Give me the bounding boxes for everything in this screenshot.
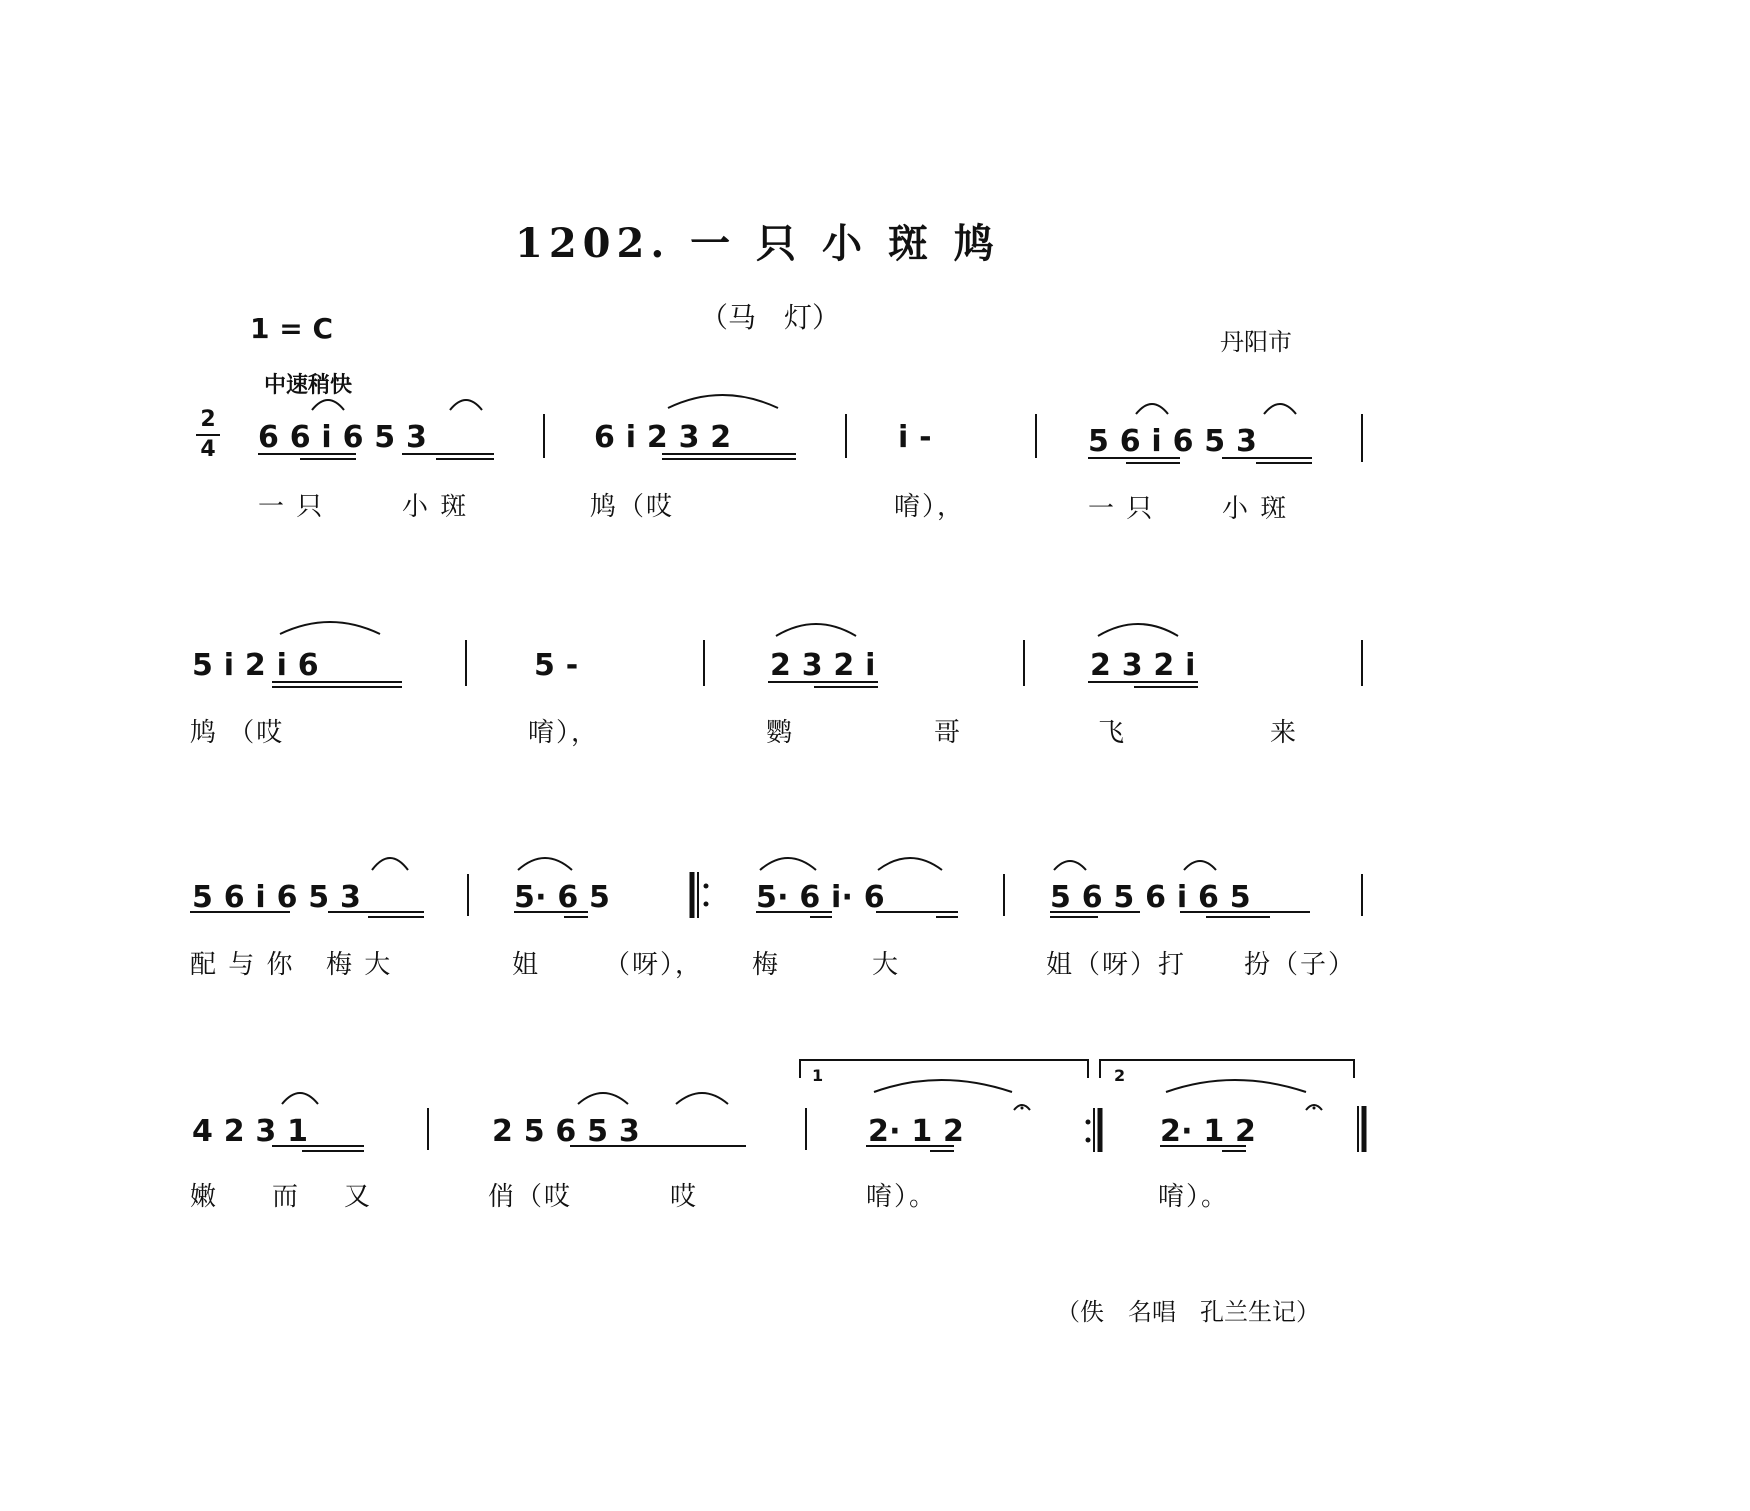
lyric: 唷）。 <box>1158 1182 1230 1212</box>
slur <box>1054 861 1086 870</box>
volta-bracket-2 <box>1100 1060 1354 1078</box>
lyric: 小 斑 <box>1222 494 1289 524</box>
slur <box>1098 624 1178 636</box>
measure-2-4: 2 3 2 i <box>1090 648 1196 683</box>
measure-1-2: 6 i 2 3 2 <box>594 420 732 455</box>
measure-4-1: 4 2 3 1 <box>192 1114 309 1149</box>
lyric: 哥 <box>934 718 963 748</box>
time-signature-top: 2 <box>200 407 216 432</box>
measure-3-3: 5· 6 i· 6 <box>756 880 885 915</box>
lyric: 鹦 <box>766 718 795 748</box>
slur <box>676 1093 728 1104</box>
measure-4-3: 2· 1 2 <box>868 1114 965 1149</box>
fermata-dot <box>1021 1107 1024 1110</box>
credit-line: （佚 名唱 孔兰生记） <box>1056 1298 1320 1326</box>
lyric: 唷）。 <box>866 1182 938 1212</box>
volta-2-label: 2 <box>1114 1066 1126 1085</box>
repeat-dot <box>1086 1120 1091 1125</box>
slur <box>776 624 856 636</box>
slur <box>372 858 408 870</box>
lyric: 而 <box>272 1182 301 1212</box>
measure-2-3: 2 3 2 i <box>770 648 876 683</box>
volta-1-label: 1 <box>812 1066 824 1085</box>
time-signature-bottom: 4 <box>200 437 216 462</box>
lyric: 梅 <box>752 950 781 980</box>
repeat-dot <box>1086 1138 1091 1143</box>
slur <box>450 400 482 410</box>
lyric: 哎 <box>670 1182 699 1212</box>
key-signature: 1 = C <box>250 312 333 345</box>
volta-bracket-1 <box>800 1060 1088 1078</box>
lyric: 姐 <box>512 950 541 980</box>
slur <box>1166 1080 1306 1092</box>
measure-3-4: 5 6 5 6 i 6 5 <box>1050 880 1251 915</box>
tempo-marking: 中速稍快 <box>264 373 353 398</box>
measure-2-1: 5 i 2 i 6 <box>192 648 319 683</box>
slur <box>312 400 344 410</box>
lyric: 配 与 你 <box>190 950 295 980</box>
slur <box>578 1093 628 1104</box>
measure-1-4: 5 6 i 6 5 3 <box>1088 424 1258 459</box>
measure-4-2: 2 5 6 5 3 <box>492 1114 640 1149</box>
lyric: 鸠（哎 <box>590 492 675 522</box>
measure-3-2: 5· 6 5 <box>514 880 611 915</box>
song-title: 1202. 一 只 小 斑 鸠 <box>515 220 1000 267</box>
lyric: 一 只 <box>258 492 325 522</box>
slur <box>518 858 572 870</box>
lyric: 鸠 （哎 <box>190 718 285 748</box>
slur <box>282 1093 318 1104</box>
lyric: 嫩 <box>190 1182 219 1212</box>
slur <box>280 622 380 634</box>
repeat-dot <box>704 902 709 907</box>
lyric: 大 <box>872 950 901 980</box>
measure-1-3: i - <box>898 420 932 455</box>
slur <box>878 858 942 870</box>
lyric: 飞 <box>1098 718 1127 748</box>
slur <box>668 395 778 408</box>
lyric: 一 只 <box>1088 494 1155 524</box>
fermata-dot <box>1313 1107 1316 1110</box>
slur <box>874 1080 1012 1092</box>
lyric: 唷）， <box>894 492 966 522</box>
lyric: 唷）， <box>528 718 600 748</box>
slur <box>760 858 816 870</box>
lyric: 扮（子） <box>1244 950 1357 980</box>
slur <box>1264 404 1296 414</box>
lyric: 姐（呀）打 <box>1046 950 1187 980</box>
measure-4-4: 2· 1 2 <box>1160 1114 1257 1149</box>
lyric: 来 <box>1270 718 1299 748</box>
lyric: 又 <box>344 1182 373 1212</box>
measure-3-1: 5 6 i 6 5 3 <box>192 880 362 915</box>
song-location: 丹阳市 <box>1220 328 1292 356</box>
measure-2-2: 5 - <box>534 648 579 683</box>
lyric: （呀）， <box>604 950 704 980</box>
repeat-dot <box>704 884 709 889</box>
song-genre: （马 灯） <box>700 301 841 334</box>
slur <box>1136 404 1168 414</box>
lyric: 俏（哎 <box>488 1182 573 1212</box>
lyric: 梅 大 <box>326 950 393 980</box>
slur <box>1184 861 1216 870</box>
measure-1-1: 6 6 i 6 5 3 <box>258 420 428 455</box>
lyric: 小 斑 <box>402 492 469 522</box>
